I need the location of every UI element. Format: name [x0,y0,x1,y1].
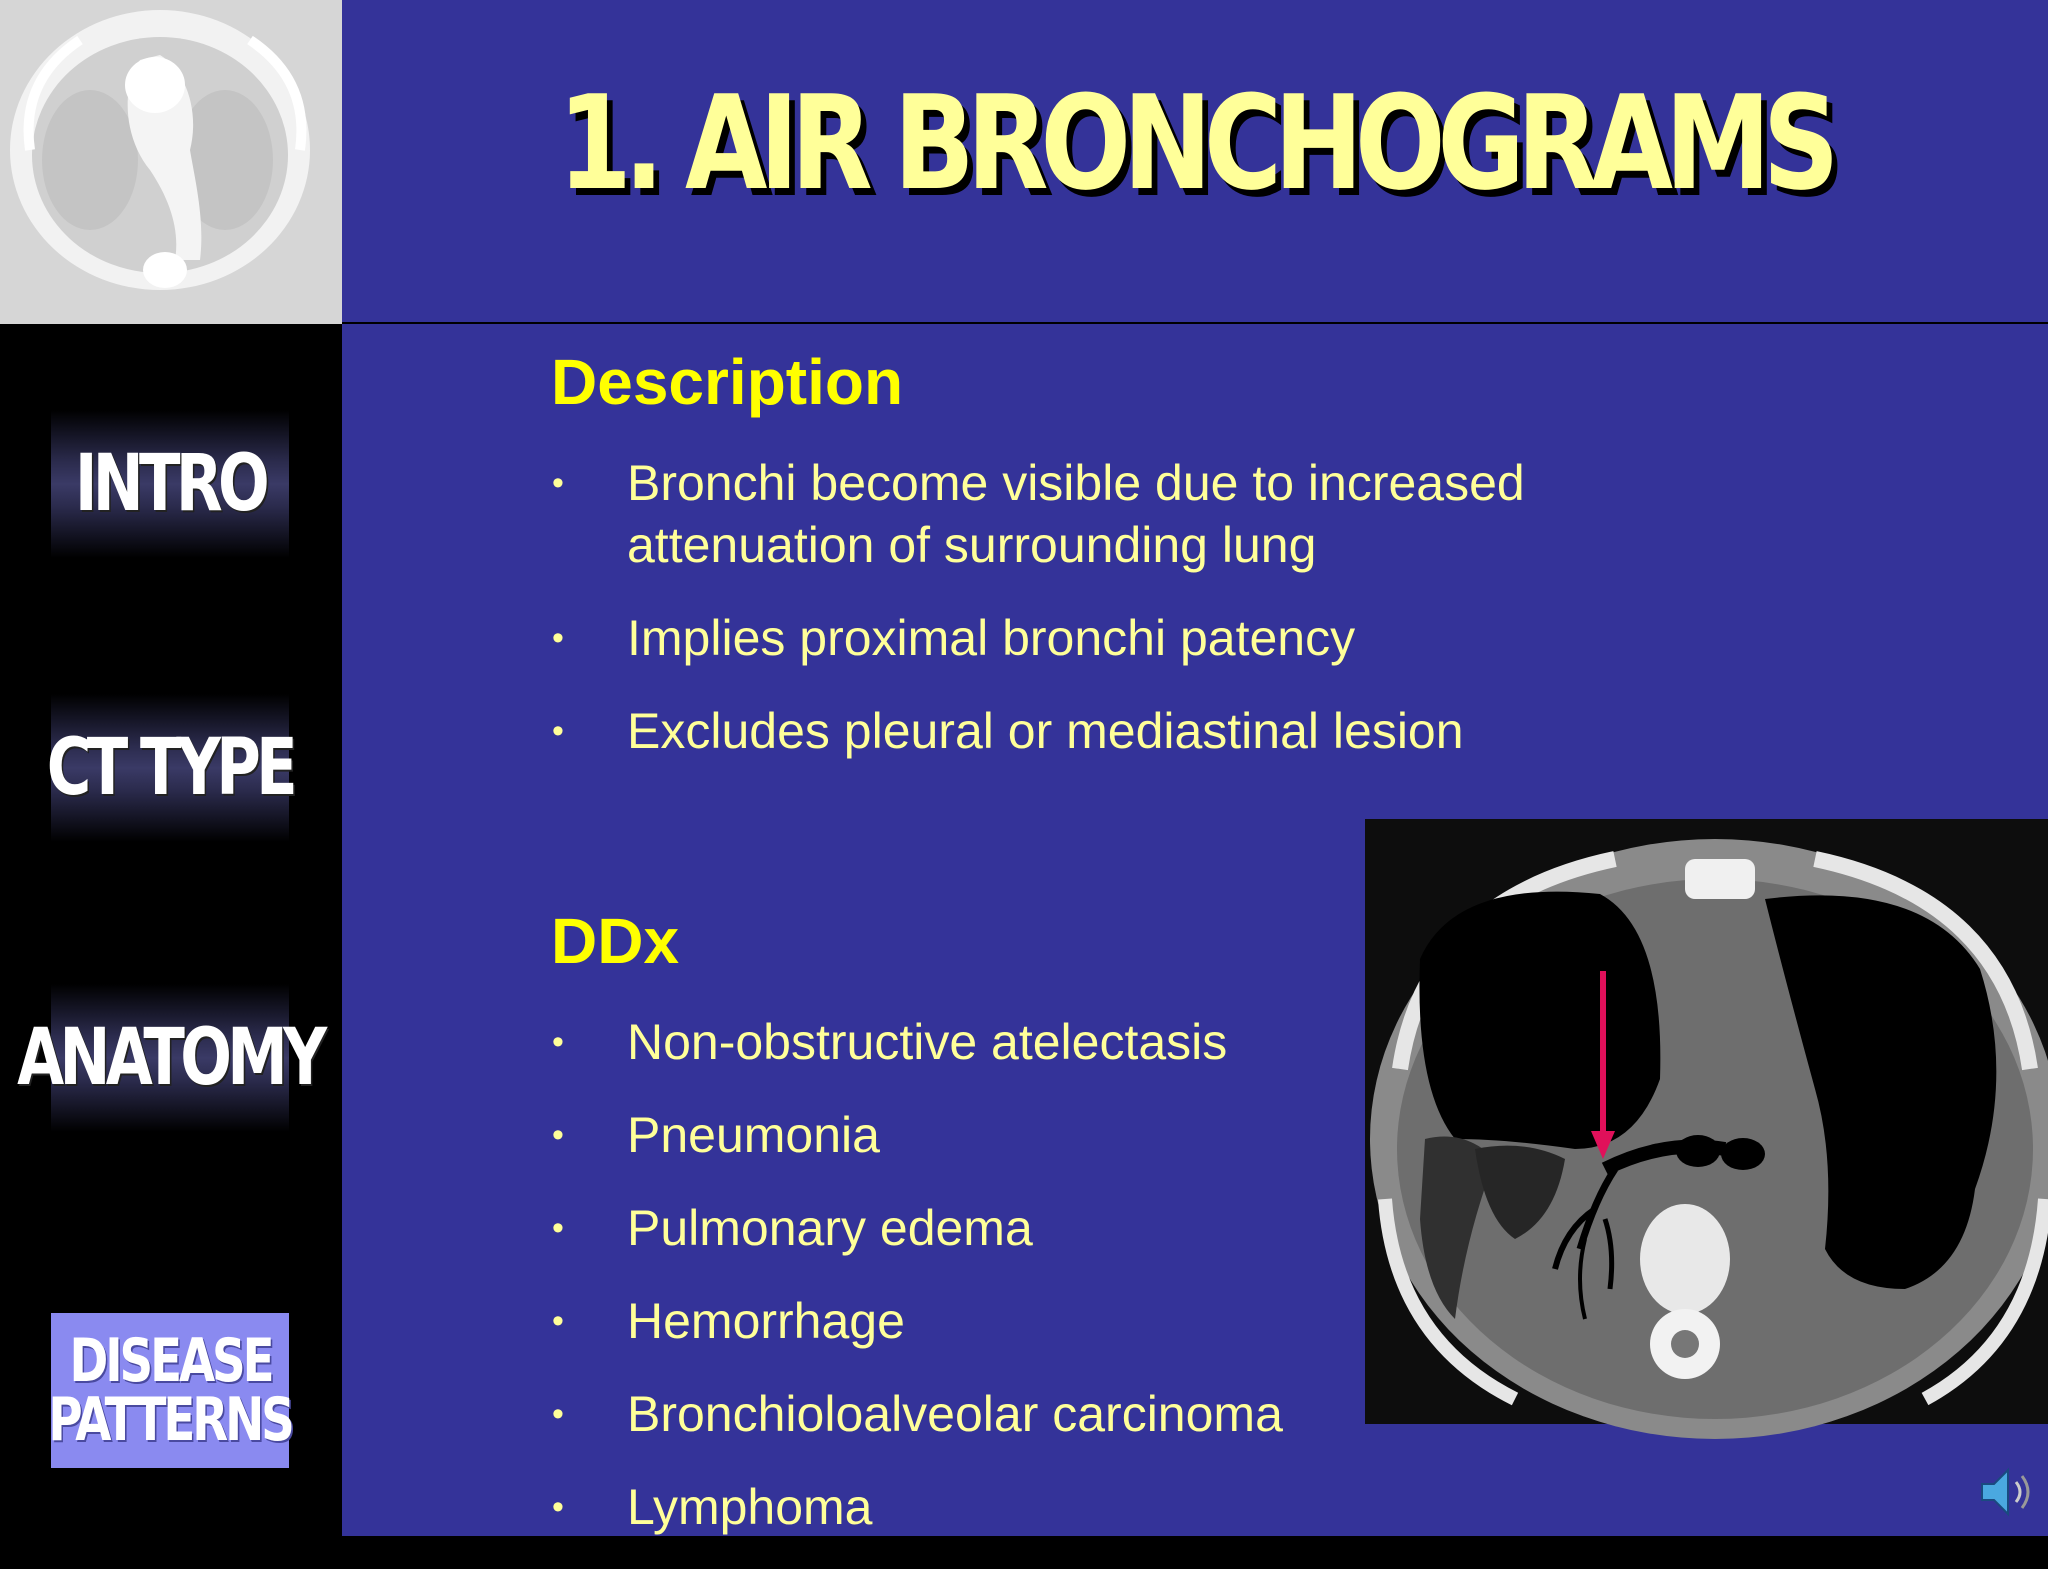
speaker-icon[interactable] [1974,1460,2038,1524]
nav-intro-label: INTRO [74,438,266,529]
nav-anatomy-label: ANATOMY [17,1012,323,1103]
ct-scan-image [1365,819,2048,1424]
nav-ct-type-button[interactable] [46,694,294,842]
nav-intro-button[interactable] [51,410,289,558]
list-item: • Bronchi become visible due to increased attenuation of surrounding lung [542,452,1602,576]
list-item: • Pulmonary edema [542,1197,1542,1259]
description-heading: Description [551,346,904,418]
nav-patterns-label: PATTERNS [48,1384,292,1455]
sidebar [0,0,342,1536]
nav-disease-patterns-button[interactable] [48,1313,292,1468]
list-item: • Lymphoma [542,1476,1542,1538]
list-item: • Implies proximal bronchi patency [542,607,1602,669]
list-item: • Pneumonia [542,1104,1542,1166]
bullet-icon: • [552,464,564,502]
bullet-icon: • [552,619,564,657]
bullet-icon: • [552,1302,564,1340]
ddx-heading: DDx [551,905,680,977]
bullet-icon: • [552,1209,564,1247]
ct-thumbnail-image [0,0,342,324]
bullet-icon: • [552,1395,564,1433]
slide-header [342,0,2048,324]
list-item: • Non-obstructive atelectasis [542,1011,1542,1073]
list-item: • Hemorrhage [542,1290,1542,1352]
bullet-icon: • [552,1116,564,1154]
slide-title: 1. AIR BRONCHOGRAMS [558,67,1832,219]
list-item: • Bronchioloalveolar carcinoma [542,1383,1542,1445]
description-list [542,452,1602,793]
bullet-icon: • [552,1023,564,1061]
nav-ct-type-label: CT TYPE [46,722,294,813]
nav-anatomy-button[interactable] [17,984,323,1132]
bullet-icon: • [552,712,564,750]
nav-disease-label: DISEASE [69,1325,271,1396]
list-item: • Excludes pleural or mediastinal lesion [542,700,1602,762]
bullet-icon: • [552,1488,564,1526]
